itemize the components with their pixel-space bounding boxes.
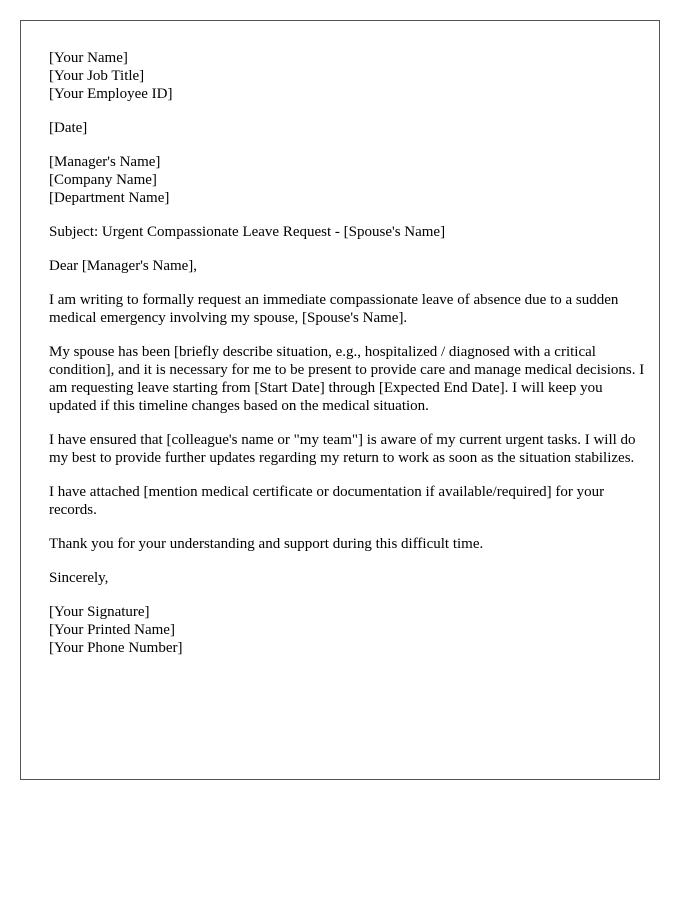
body-paragraph-2: [49, 343, 645, 415]
subject-block: [49, 223, 645, 241]
signature-block: [49, 603, 645, 657]
paragraph-text: I have ensured that [colleague's name or "my team"] is aware of my current urgent tasks. I will do my best to provide further updates regarding my return to work as soon as the situation stabilizes.: [49, 432, 636, 466]
recipient-block: [49, 153, 645, 207]
salutation-block: [49, 257, 645, 275]
body-paragraph-5: [49, 535, 645, 553]
recipient-company-name: [Company Name]: [49, 172, 157, 188]
sender-job-title: [Your Job Title]: [49, 68, 145, 84]
recipient-department-name: [Department Name]: [49, 190, 170, 206]
letter-date: [Date]: [49, 120, 88, 136]
paragraph-text: I have attached [mention medical certificate or documentation if available/required] for your records.: [49, 484, 605, 518]
body-paragraph-1: [49, 291, 645, 327]
letter-content: [49, 49, 645, 673]
printed-name-line: [Your Printed Name]: [49, 622, 175, 638]
sender-employee-id: [Your Employee ID]: [49, 86, 173, 102]
letter-page: [20, 20, 660, 780]
paragraph-text: Thank you for your understanding and support during this difficult time.: [49, 536, 484, 552]
body-paragraph-4: [49, 483, 645, 519]
recipient-manager-name: [Manager's Name]: [49, 154, 161, 170]
sender-name: [Your Name]: [49, 50, 128, 66]
letter-subject: Subject: Urgent Compassionate Leave Request - [Spouse's Name]: [49, 224, 446, 240]
letter-closing: Sincerely,: [49, 570, 109, 586]
signature-line: [Your Signature]: [49, 604, 150, 620]
phone-number-line: [Your Phone Number]: [49, 640, 183, 656]
paragraph-text: I am writing to formally request an immediate compassionate leave of absence due to a sudden medical emergency involving my spouse, [Spouse's Name].: [49, 292, 619, 326]
date-block: [49, 119, 645, 137]
paragraph-text: My spouse has been [briefly describe situation, e.g., hospitalized / diagnosed with a critical condition], and it is necessary for me to be present to provide care and manage medical decisions. I am requesting leave starting from [Start Date] through [Expected End Date]. I will keep you updated if this timeline changes based on the medical situation.: [49, 344, 645, 414]
sender-block: [49, 49, 645, 103]
body-paragraph-3: [49, 431, 645, 467]
letter-salutation: Dear [Manager's Name],: [49, 258, 198, 274]
closing-block: [49, 569, 645, 587]
